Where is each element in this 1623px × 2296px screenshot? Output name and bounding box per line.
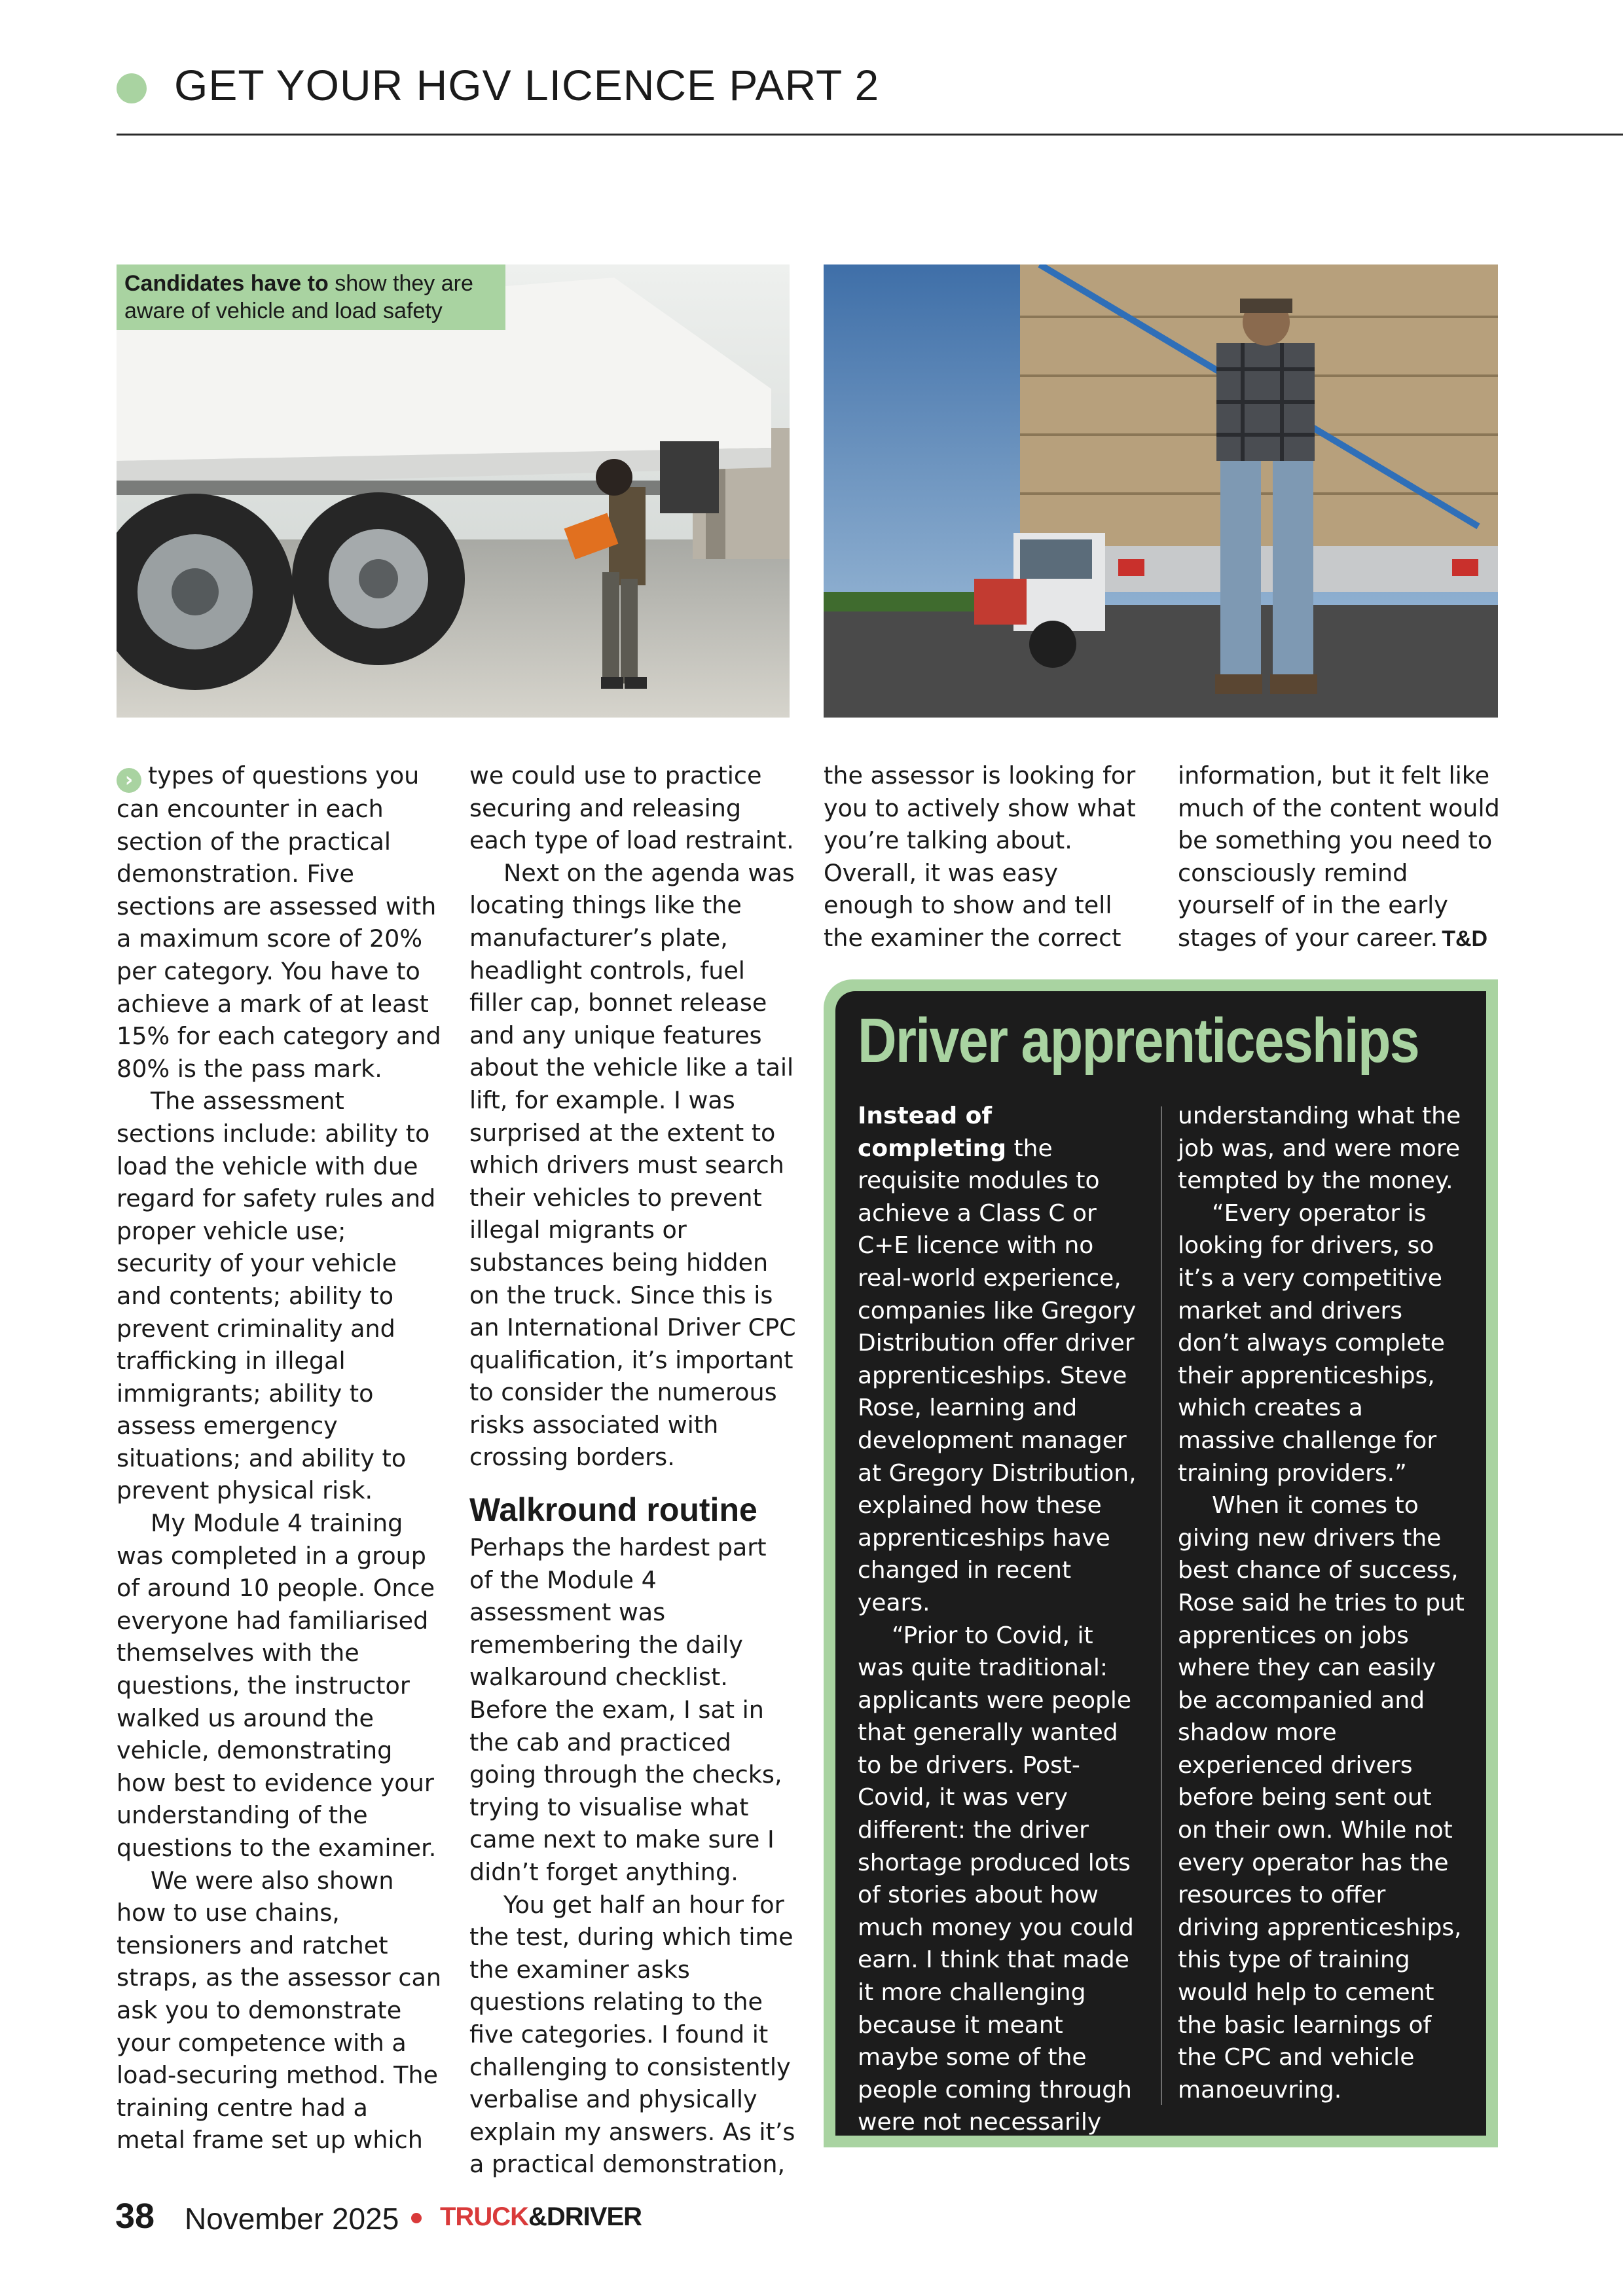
issue-date: November 2025: [185, 2202, 399, 2236]
article-column-4: [1178, 759, 1505, 956]
paragraph: Next on the agenda was locating things like the manufacturer’s plate, headlight controls, fuel filler cap, bonnet release and any unique features about the vehicle like a tail lift, for example. I was surprised at the extent to which drivers must search their vehicles to prevent illegal migrants or substances being hidden on the truck. Since this is an International Driver CPC qualification, it’s important to consider the numerous risks associated with crossing borders.: [469, 858, 796, 1472]
logo-amp: &: [528, 2202, 547, 2231]
photo-driver-at-load: [824, 264, 1498, 718]
caption-text: show they are aware of vehicle and load safety: [124, 271, 473, 323]
header-rule: [117, 134, 1623, 136]
paragraph: we could use to practice securing and releasing each type of load restraint.: [469, 761, 794, 855]
article-column-2: [469, 759, 797, 2181]
boxout-lead: Instead of completing: [858, 1102, 1007, 1162]
paragraph: You get half an hour for the test, during which time the examiner asks questions relating to the five categories. I found it challenging to consistently verbalise and physically explain my answers. As it’s a practical demonstration,: [469, 1890, 795, 2179]
paragraph: the requisite modules to achieve a Class C or C+E licence with no real-world experience, companies like Gregory Distribution offer driver apprenticeships. Steve Rose, learning and development manager at Gregory Distribution, explained how these apprenticeships have changed in recent years.: [858, 1135, 1137, 1616]
boxout-title: Driver apprenticeships: [858, 1006, 1419, 1076]
logo-truck: TRUCK: [440, 2202, 528, 2231]
paragraph: When it comes to giving new drivers the best chance of success, Rose said he tries to put apprentices on jobs where they can easily be accompanied and shadow more experienced drivers before being sent out on their own. While not every operator has the resources to offer driving apprenticeships, this type of training would help to cement the basic learnings of the CPC and vehicle manoeuvring.: [1178, 1492, 1465, 2104]
section-marker-dot: [117, 73, 147, 103]
paragraph: the assessor is looking for you to actively show what you’re talking about. Overall, it was easy enough to show and tell the examiner the correct: [824, 761, 1136, 952]
logo-driver: DRIVER: [546, 2202, 642, 2231]
paragraph: information, but it felt like much of the content would be something you need to consciously remind yourself of in the early stages of your career.: [1178, 761, 1500, 952]
boxout-column-divider: [1161, 1106, 1162, 2105]
photo-caption: [117, 264, 505, 330]
caption-lead: Candidates have to: [124, 271, 329, 296]
magazine-logo: [440, 2202, 642, 2232]
subheading: Walkround routine: [469, 1491, 757, 1529]
section-title: GET YOUR HGV LICENCE PART 2: [174, 61, 880, 109]
photo-wheel-inspection: [117, 264, 790, 718]
paragraph: “Prior to Covid, it was quite traditional: applicants were people that generally wanted to be drivers. Post-Covid, it was very different: the driver shortage produced lots of stories about how much money you could earn. I think that made it more challenging because it meant maybe some of the people coming through were not necessarily: [858, 1622, 1134, 2136]
paragraph: My Module 4 training was completed in a group of around 10 people. Once everyone had familiarised themselves with the questions, the instructor walked us around the vehicle, demonstrating how best to evidence your understanding of the questions to the examiner.: [117, 1509, 437, 1862]
article-column-1: [117, 759, 444, 2157]
boxout-column-2: [1178, 1100, 1466, 2106]
footer-separator-dot: [411, 2213, 422, 2223]
article-column-3: [824, 759, 1151, 955]
continuation-arrow-icon: ›: [117, 768, 141, 793]
paragraph: types of questions you can encounter in each section of the practical demonstration. Five sections are assessed with a maximum score of 20% per category. You have to achieve a mark of at least 15% for each category and 80% is the pass mark.: [117, 761, 441, 1083]
page-number: 38: [115, 2196, 155, 2236]
paragraph: “Every operator is looking for drivers, so it’s a very competitive market and drivers don’t always complete their apprenticeships, which creates a massive challenge for training providers.”: [1178, 1199, 1445, 1487]
paragraph: We were also shown how to use chains, tensioners and ratchet straps, as the assessor can ask you to demonstrate your competence with a load-securing method. The training centre had a metal frame set up which: [117, 1866, 441, 2155]
paragraph: understanding what the job was, and were more tempted by the money.: [1178, 1102, 1461, 1195]
paragraph: The assessment sections include: ability to load the vehicle with due regard for safety rules and proper vehicle use; security of your vehicle and contents; ability to prevent criminality and trafficking in illegal immigrants; ability to assess emergency situations; and ability to prevent physical risk.: [117, 1087, 436, 1505]
boxout-column-1: [858, 1100, 1146, 2139]
end-mark-logo: T&D: [1442, 926, 1488, 951]
paragraph: Perhaps the hardest part of the Module 4 assessment was remembering the daily walkaround checklist. Before the exam, I sat in the cab and practiced going through the checks, trying to visualise what came next to make sure I didn’t forget anything.: [469, 1533, 782, 1886]
